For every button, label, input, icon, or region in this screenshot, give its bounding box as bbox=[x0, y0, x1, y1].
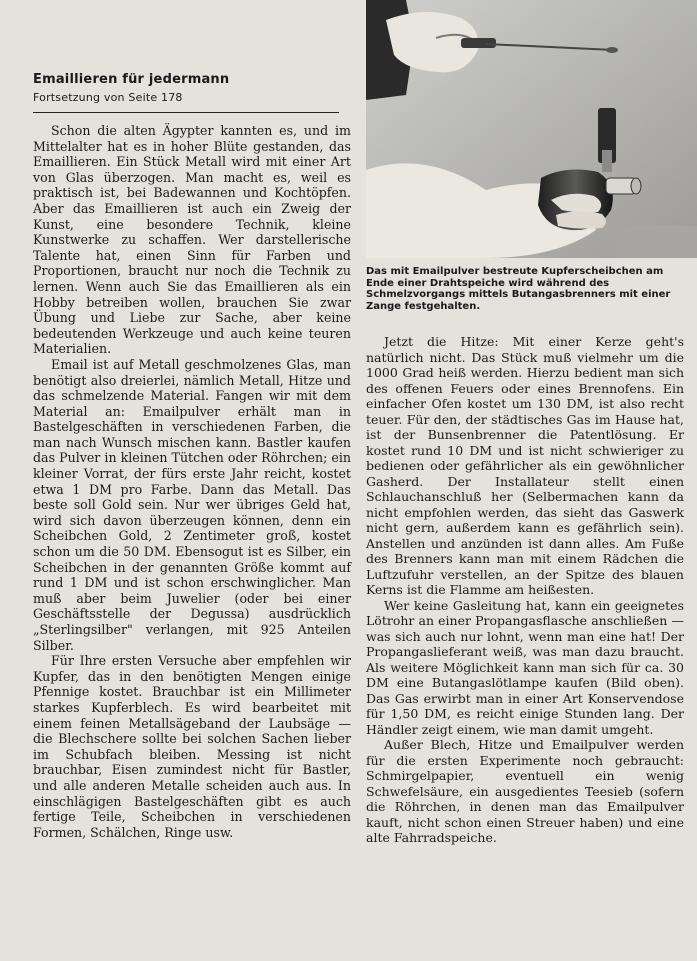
right-column bbox=[366, 334, 684, 846]
photo-illustration bbox=[366, 0, 697, 258]
continued-note: Fortsetzung von Seite 178 bbox=[33, 91, 183, 104]
left-paragraph-1: Schon die alten Ägypter kannten es, und im Mittelalter hat es in hoher Blüte gestanden, das Emaillieren. Ein Stück Metall wird mit einer Art von Glas überzogen. Man macht es, weil es praktisch ist, bei Badewannen und Kochtöpfen. Aber das Emaillieren ist auch ein Zweig der Kunst, eine besondere Technik, kleine Kunstwerke zu schaffen. Wer darstellerische Talente hat, einen Sinn für Farben und Proportionen, braucht nur noch die Technik zu lernen. Wenn auch Sie das Emaillieren als ein Hobby betreiben wollen, brauchen Sie zwar Übung und Liebe zur Sache, aber keine bedeutenden Werkzeuge und auch keine teuren Materialien. bbox=[33, 123, 351, 357]
right-paragraph-1: Jetzt die Hitze: Mit einer Kerze geht's natürlich nicht. Das Stück muß vielmehr um die 1000 Grad heiß werden. Hierzu bedient man sich des offenen Feuers oder eines Brennofens. Ein einfacher Ofen kostet um 130 DM, ist also recht teuer. Für den, der städtisches Gas im Hause hat, ist der Bunsenbrenner die Patentlösung. Er kostet rund 10 DM und ist nicht schwieriger zu bedienen oder gefährlicher als ein gewöhnlicher Gasherd. Der Installateur stellt einen Schlauchanschluß her (Selbermachen kann da nicht empfohlen werden, das sieht das Gaswerk nicht gern, außerdem kann es gefährlich sein). Anstellen und anzünden ist dann alles. Am Fuße des Brenners kann man mit einem Rädchen die Luftzufuhr verstellen, an der Spitze des blauen Kerns ist die Flamme am heißesten. bbox=[366, 334, 684, 597]
photo-caption: Das mit Emailpulver bestreute Kupferscheibchen am Ende einer Drahtspeiche wird während des Schmelzvorgangs mittels Butangasbrenners mit einer Zange festgehalten. bbox=[366, 266, 671, 312]
title-rule bbox=[33, 112, 339, 113]
photo-butane-torch bbox=[366, 0, 697, 258]
left-paragraph-2: Email ist auf Metall geschmolzenes Glas, man benötigt also dreierlei, nämlich Metall, Hitze und das schmelzende Material. Fangen wir mit dem Material an: Emailpulver erhält man in Bastelgeschäften in verschiedenen Farben, die man nach Wunsch mischen kann. Bastler kaufen das Pulver in kleinen Tütchen oder Röhrchen; ein kleiner Vorrat, der fürs erste Jahr reicht, kostet etwa 1 DM pro Farbe. Dann das Metall. Das beste soll Gold sein. Nur wer übriges Geld hat, wird sich davon überzeugen können, denn ein Scheibchen Gold, 2 Zentimeter groß, kostet schon um die 50 DM. Ebensogut ist es Silber, ein Scheibchen in der genannten Größe kommt auf rund 1 DM und ist schon erschwinglicher. Man muß aber beim Juwelier (oder bei einer Geschäftsstelle der Degussa) ausdrücklich „Sterlingsilber" verlangen, mit 925 Anteilen Silber. bbox=[33, 356, 351, 653]
right-paragraph-3: Außer Blech, Hitze und Emailpulver werden für die ersten Experimente noch gebraucht: Schmirgelpapier, eventuell ein wenig Schwefelsäure, ein ausgedientes Teesieb (sofern die Röhrchen, in denen man das Emailpulver kauft, nicht schon einen Streuer haben) und eine alte Fahrradspeiche. bbox=[366, 737, 684, 845]
left-column bbox=[33, 72, 351, 840]
left-paragraph-3: Für Ihre ersten Versuche aber empfehlen wir Kupfer, das in den benötigten Mengen einige Pfennige kostet. Brauchbar ist ein Millimeter starkes Kupferblech. Es wird bearbeitet mit einem feinen Metallsägeband der Laubsäge — die Blechschere sollte bei solchen Sachen lieber im Schubfach bleiben. Messing ist nicht brauchbar, Eisen zumindest nicht für Bastler, und alle anderen Metalle scheiden auch aus. In einschlägigen Bastelgeschäften gibt es auch fertige Teile, Scheibchen in verschiedenen Formen, Schälchen, Ringe usw. bbox=[33, 653, 351, 840]
article-title: Emaillieren für jedermann bbox=[33, 72, 230, 87]
right-paragraph-2: Wer keine Gasleitung hat, kann ein geeignetes Lötrohr an einer Propangasflasche anschließen — was sich auch nur lohnt, wenn man eine hat! Der Propangaslieferant weiß, was man dazu braucht. Als weitere Möglichkeit kann man sich für ca. 30 DM eine Butangaslötlampe kaufen (Bild oben). Das Gas erwirbt man in einer Art Konservendose für 1,50 DM, es reicht einige Stunden lang. Der Händler zeigt einem, wie man damit umgeht. bbox=[366, 597, 684, 737]
